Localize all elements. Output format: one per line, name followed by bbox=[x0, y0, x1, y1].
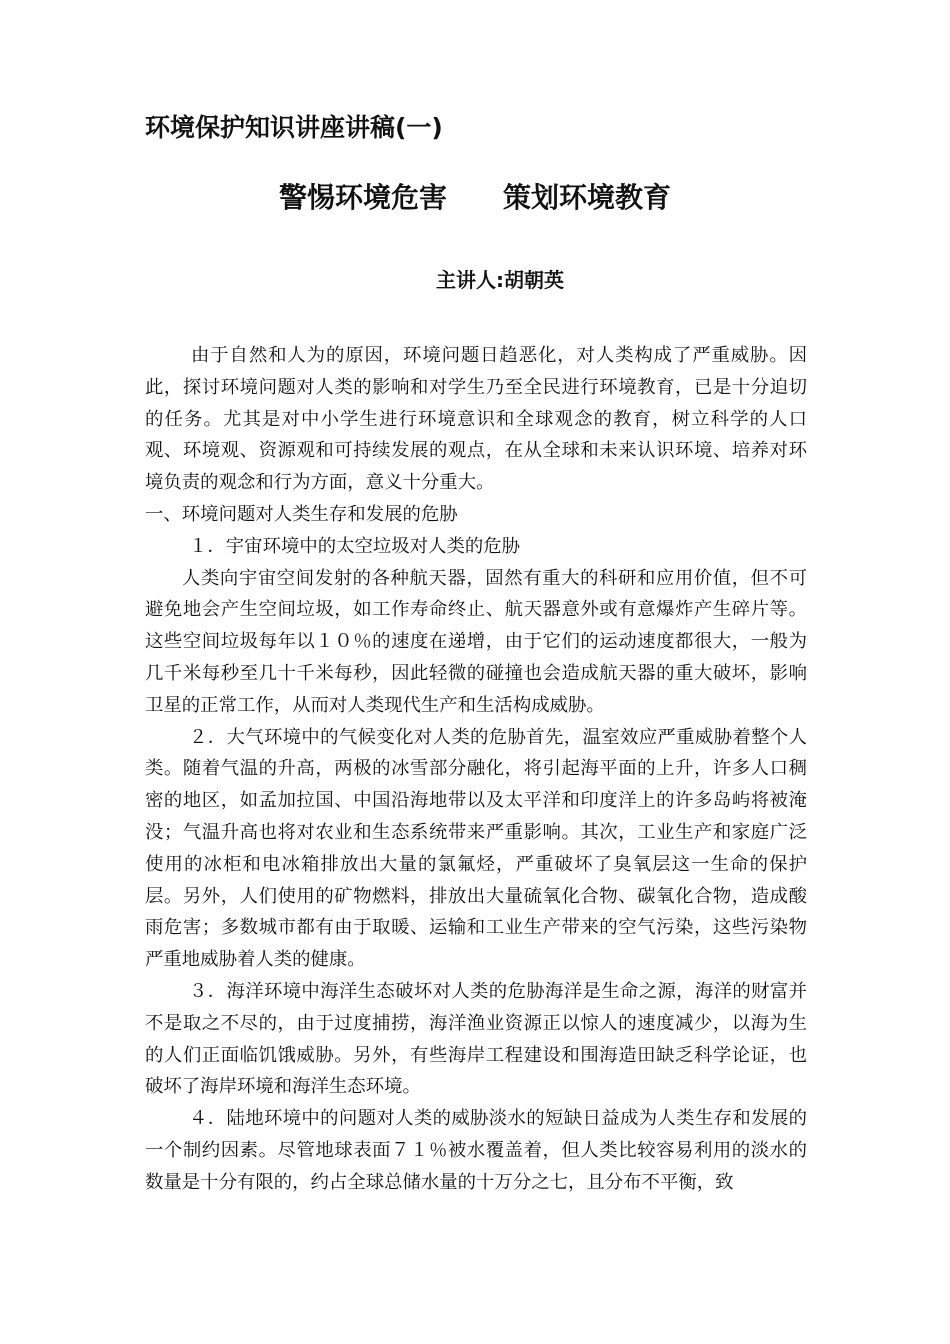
subtitle-left: 警惕环境危害 bbox=[278, 181, 447, 214]
paragraph-atmosphere: ２．大气环境中的气候变化对人类的危胁首先，温室效应严重威胁着整个人类。随着气温的升高，两极的冰雪部分融化，将引起海平面的上升，许多人口稠密的地区，如孟加拉国、中国沿海地带以及太平洋和印度洋上的许多岛屿将被淹没；气温升高也将对农业和生态系统带来严重影响。其次，工业生产和家庭广泛使用的冰柜和电冰箱排放出大量的氯氟烃，严重破坏了臭氧层这一生命的保护层。另外，人们使用的矿物燃料，排放出大量硫氧化合物、碳氧化合物，造成酸雨危害；多数城市都有由于取暖、运输和工业生产带来的空气污染，这些污染物严重地威胁着人类的健康。 bbox=[145, 726, 807, 971]
document-title: 环境保护知识讲座讲稿(一) bbox=[145, 113, 443, 142]
paragraph-land: ４．陆地环境中的问题对人类的威胁淡水的短缺日益成为人类生存和发展的一个制约因素。尽管地球表面７１％被水覆盖着，但人类比较容易利用的淡水的数量是十分有限的，约占全球总储水量的十万分之七，且分布不平衡，致 bbox=[145, 1108, 807, 1193]
paragraph-ocean: ３．海洋环境中海洋生态破坏对人类的危胁海洋是生命之源，海洋的财富并不是取之不尽的，由于过度捕捞，海洋渔业资源正以惊人的速度减少，以海为生的人们正面临饥饿威胁。另外，有些海岸工程建设和围海造田缺乏科学论证，也破坏了海岸环境和海洋生态环境。 bbox=[145, 980, 807, 1098]
subtitle-right: 策划环境教育 bbox=[503, 181, 672, 214]
body-text bbox=[145, 340, 807, 1199]
speaker-line: 主讲人:胡朝英 bbox=[436, 268, 564, 292]
intro-paragraph: 由于自然和人为的原因，环境问题日趋恶化，对人类构成了严重威胁。因此，探讨环境问题对人类的影响和对学生乃至全民进行环境教育，已是十分迫切的任务。尤其是对中小学生进行环境意识和全球观念的教育，树立科学的人口观、环境观、资源观和可持续发展的观点，在从全球和未来认识环境、培养对环境负责的观念和行为方面，意义十分重大。 bbox=[145, 345, 807, 494]
document-subtitle bbox=[0, 176, 950, 220]
section-heading-1: 一、环境问题对人类生存和发展的危胁 bbox=[145, 503, 458, 525]
subheading-space-debris: １．宇宙环境中的太空垃圾对人类的危胁 bbox=[189, 535, 521, 557]
paragraph-space-debris: 人类向宇宙空间发射的各种航天器，固然有重大的科研和应用价值，但不可避免地会产生空间垃圾，如工作寿命终止、航天器意外或有意爆炸产生碎片等。这些空间垃圾每年以１０％的速度在递增，由于它们的运动速度都很大，一般为几千米每秒至几十千米每秒，因此轻微的碰撞也会造成航天器的重大破坏，影响卫星的正常工作，从而对人类现代生产和生活构成威胁。 bbox=[145, 567, 807, 716]
